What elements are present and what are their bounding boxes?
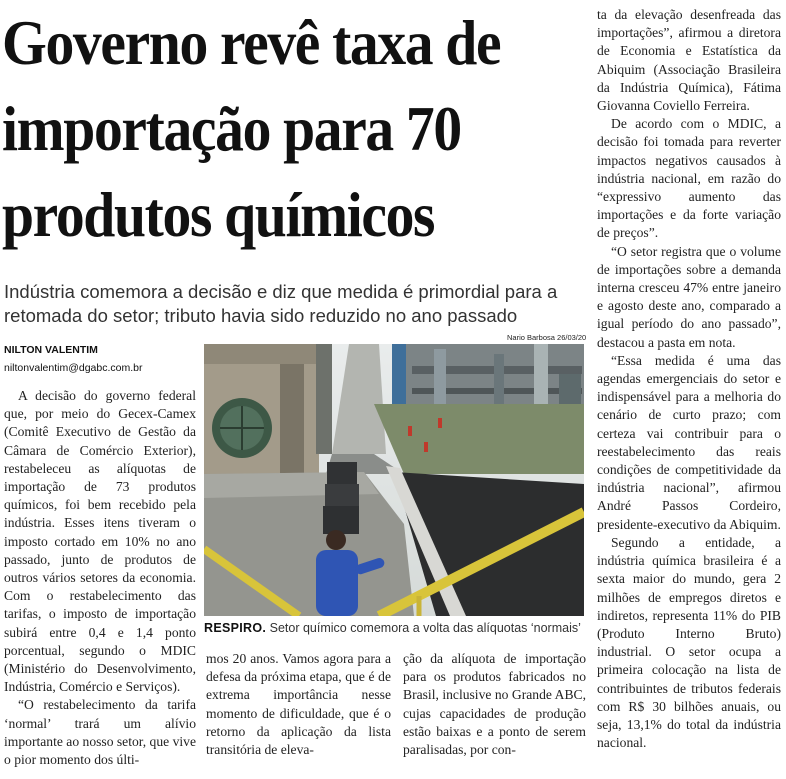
headline [2,0,535,258]
article-column-2 [206,650,391,759]
paragraph: De acordo com o MDIC, a decisão foi tomada para reverter impactos negativos causados à indústria nacional, em razão do “expressivo aumento das importações e da forte variação de preços”. [597,116,781,241]
paragraph: “O setor registra que o volume de importações sobre a demanda interna cresceu 47% entre janeiro e agosto deste ano, comparado a igual período do ano passado”, destacou a pasta em nota. [597,243,781,350]
article-column-3 [403,650,586,759]
article-column-4 [597,6,781,752]
paragraph: Segundo a entidade, a indústria química brasileira é a sexta maior do mundo, gera 2 milhões de empregos diretos e indiretos, representa 11% do PIB (Produto Interno Bruto) industrial. O setor ocupa a primeira colocação na lista de contribuintes de tributos federais com R$ 30 bilhões anuais, ou seja, 13,1% do total da indústria nacional. [597,534,781,751]
byline-email[interactable]: niltonvalentim@dgabc.com.br [4,362,143,374]
caption-text: Setor químico comemora a volta das alíquotas ‘normais’ [269,621,581,635]
subheadline: Indústria comemora a decisão e diz que medida é primordial para a retomada do setor; tributo havia sido reduzido no ano passado [4,281,558,326]
photo-credit: Nario Barbosa 26/03/20 [507,333,587,342]
photo [204,344,584,616]
paragraph: ta da elevação desenfreada das importações”, afirmou a diretora de Economia e Estatística da Abiquim (Associação Brasileira da Indústria Química), Fátima Giovanna Coviello Ferreira. [597,7,781,114]
photo-caption [204,621,590,635]
industrial-plant-photo [204,344,584,616]
caption-lead: RESPIRO. [204,621,267,635]
byline-author: NILTON VALENTIM [4,344,98,356]
paragraph: mos 20 anos. Vamos agora para a defesa da próxima etapa, que é de extrema importância nesse momento de dificuldade, que é o retorno da aplicação da lista transitória de eleva- [206,651,391,758]
paragraph: “Essa medida é uma das agendas emergenciais do setor e indispensável para a melhoria do cenário de curto prazo; com certeza vai contribuir para o reestabelecimento das reais condições de competitividade da indústria nacional”, afirmou André Passos Cordeiro, presidente-executivo da Abiquim. [597,352,781,532]
paragraph: “O restabelecimento da tarifa ‘normal’ trará um alívio importante ao nosso setor, que vive o pior momento dos últi- [4,697,196,768]
paragraph: ção da alíquota de importação para os produtos fabricados no Brasil, inclusive no Grande ABC, cujas capacidades de produção estão baixas e a ponto de serem paralisadas, por con- [403,651,586,758]
headline-line-3: produtos químicos [2,179,435,250]
headline-line-2: importação para 70 [2,93,461,164]
headline-line-1: Governo revê taxa de [2,7,501,78]
paragraph: A decisão do governo federal que, por meio do Gecex-Camex (Comitê Executivo de Gestão da Câmara de Comércio Exterior), restabeleceu as alíquotas de importação de 73 produtos químicos, foi bem recebido pela indústria. Esses itens tiveram o imposto cortado em 10% no ano passado, junto de produtos de outros vários setores da economia. Com o restabelecimento das tarifas, o imposto de importação subirá entre 0,4 e 1,4 ponto porcentual, segundo o MDIC (Ministério do Desenvolvimento, Indústria, Comércio e Serviços). [4,388,196,695]
article-column-1 [4,387,196,769]
